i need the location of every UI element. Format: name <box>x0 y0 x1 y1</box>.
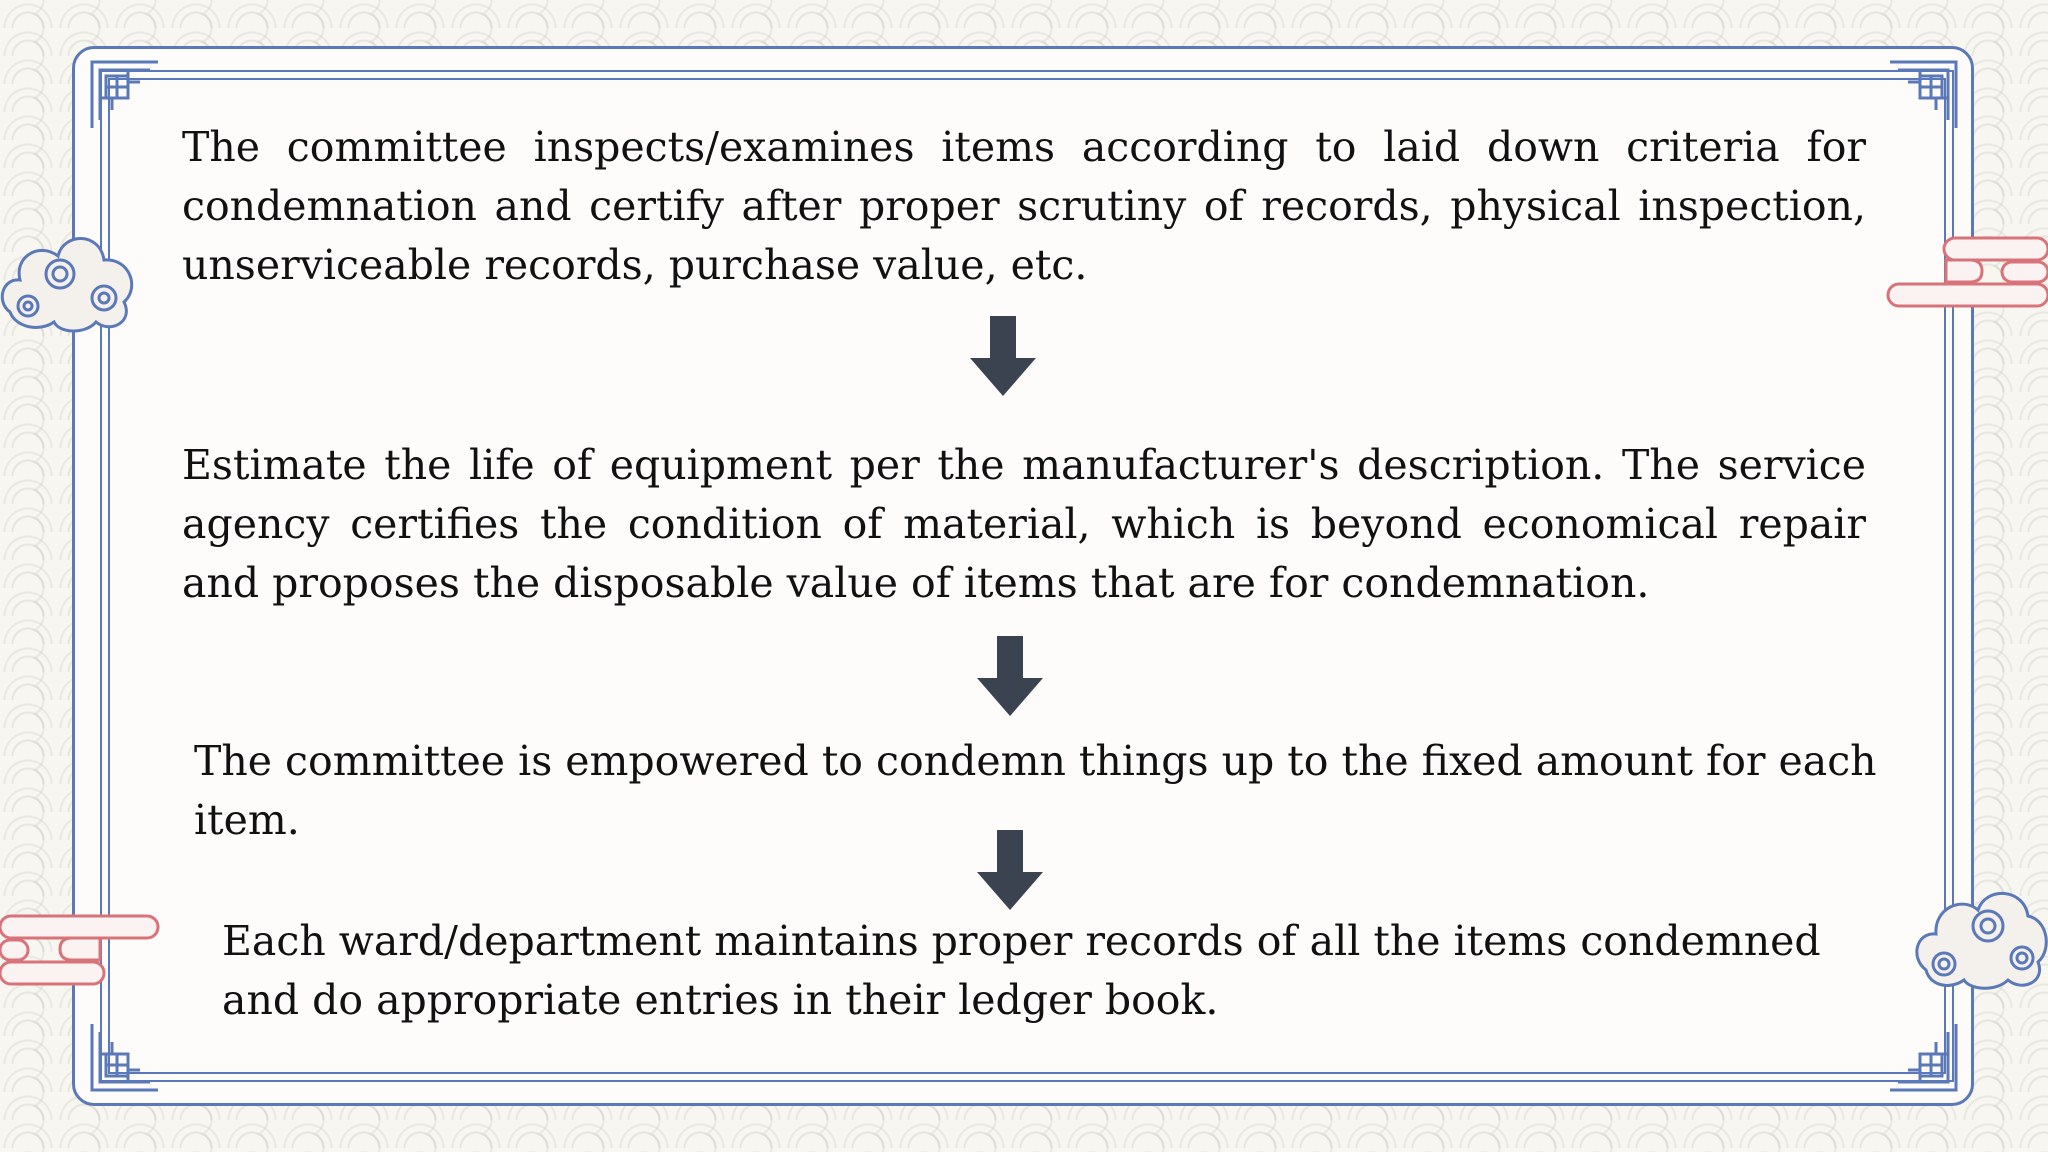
step-4-text: Each ward/department maintains proper records of all the items condemned and do appropriate entries in their ledger book. <box>222 917 1821 1024</box>
step-3-text: The committee is empowered to condemn things up to the fixed amount for each item. <box>194 737 1877 844</box>
step-1-text: The committee inspects/examines items according to laid down criteria for condemnation and certify after proper scrutiny of records, physical inspection, unserviceable records, purchase value, etc. <box>182 123 1866 289</box>
down-arrow-icon <box>977 636 1043 716</box>
cloud-left-icon <box>0 222 140 334</box>
down-arrow-icon <box>970 316 1036 396</box>
down-arrow-icon <box>977 830 1043 910</box>
lattice-corner-bottom-left-icon <box>88 1020 162 1094</box>
lattice-corner-bottom-right-icon <box>1886 1020 1960 1094</box>
ribbon-right-icon <box>1886 236 2048 310</box>
step-2-text: Estimate the life of equipment per the manufacturer's description. The service agency certifies the condition of material, which is beyond economical repair and proposes the disposable value of items that are for condemnation. <box>182 441 1866 607</box>
ribbon-left-icon <box>0 914 162 988</box>
lattice-corner-top-left-icon <box>88 58 162 132</box>
lattice-corner-top-right-icon <box>1886 58 1960 132</box>
cloud-right-icon <box>1912 878 2048 990</box>
